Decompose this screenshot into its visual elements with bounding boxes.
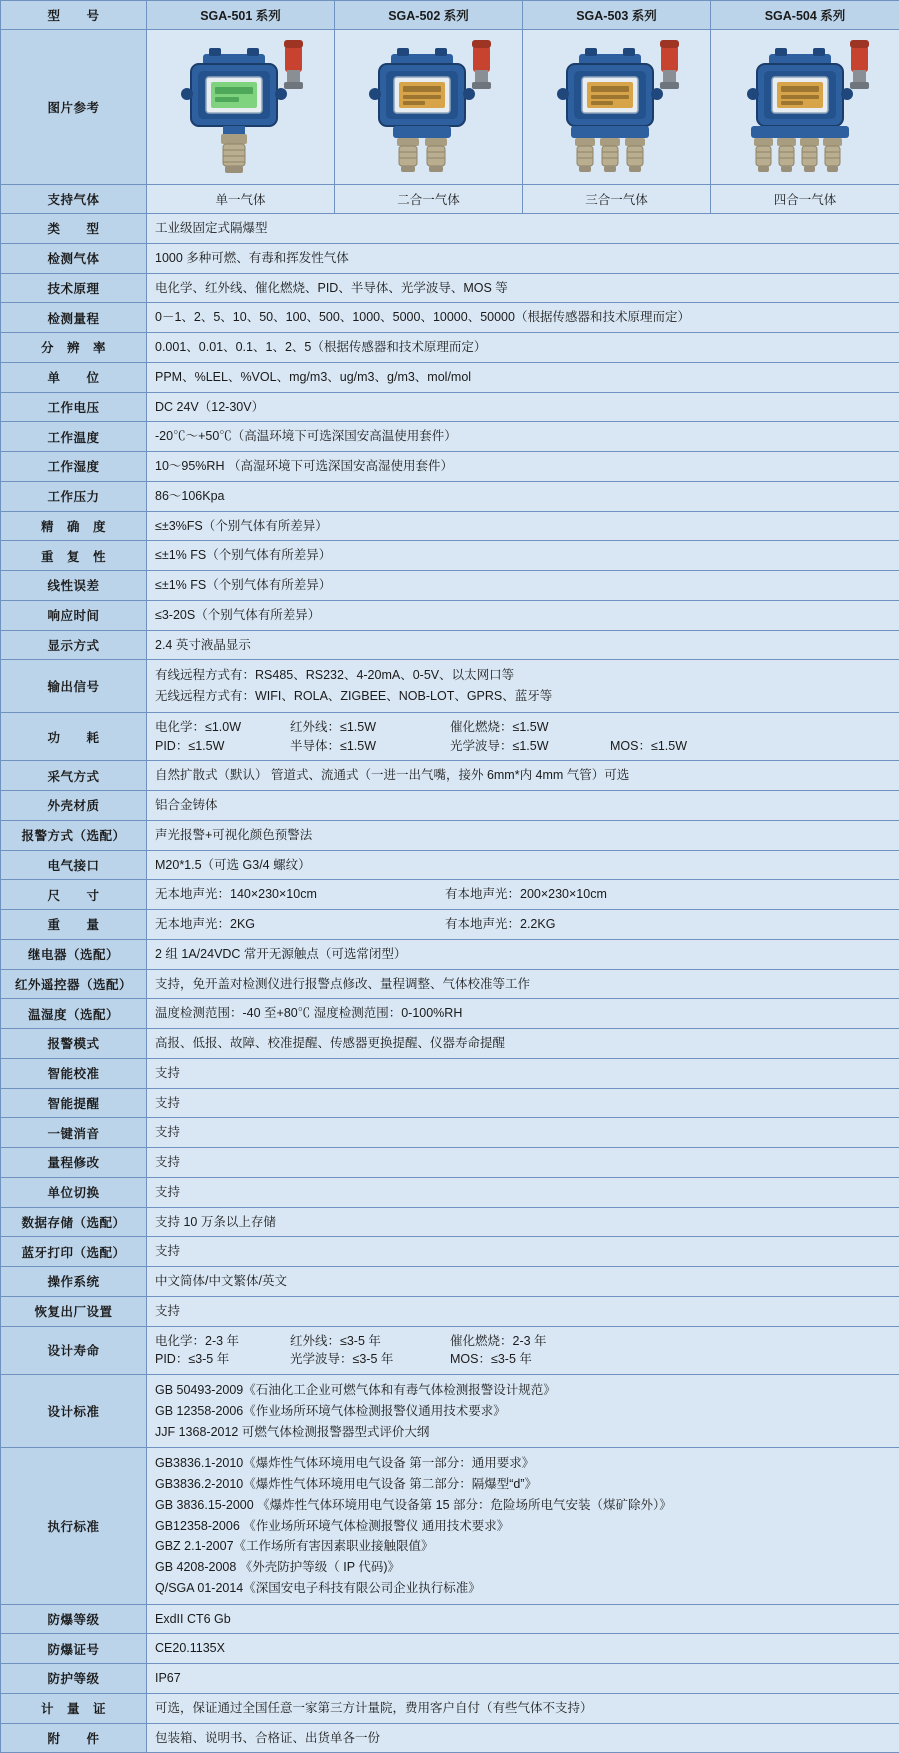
row-value-alarm-mode: 高报、低报、故障、校准提醒、传感器更换提醒、仪器寿命提醒 <box>147 1029 899 1059</box>
execution-standard-item: GB 4208-2008 《外壳防护等级（ IP 代码)》 <box>155 1557 891 1578</box>
table-row-output-signal <box>1 660 899 713</box>
row-value-relay: 2 组 1A/24VDC 常开无源触点（可选常闭型） <box>147 939 899 969</box>
table-row-range-modify <box>1 1148 899 1178</box>
row-label-smart-reminder: 智能提醒 <box>1 1088 147 1118</box>
row-label-range: 检测量程 <box>1 303 147 333</box>
weight-without-alarm: 无本地声光：2KG <box>155 915 445 934</box>
table-row-smart-calibration <box>1 1058 899 1088</box>
life-line-2 <box>155 1350 891 1369</box>
row-label-voltage: 工作电压 <box>1 392 147 422</box>
power-optical-waveguide: 光学波导：≤1.5W <box>450 737 610 756</box>
weight-with-alarm: 有本地声光：2.2KG <box>445 915 555 934</box>
output-signal-wired: 有线远程方式有：RS485、RS232、4-20mA、0-5V、以太网口等 <box>155 665 891 686</box>
row-label-design-standard: 设计标准 <box>1 1375 147 1448</box>
row-value-type: 工业级固定式隔爆型 <box>147 214 899 244</box>
row-label-response-time: 响应时间 <box>1 600 147 630</box>
table-row-accuracy <box>1 511 899 541</box>
table-row-ip-rating <box>1 1664 899 1694</box>
power-semiconductor: 半导体：≤1.5W <box>290 737 450 756</box>
row-label-support-gas: 支持气体 <box>1 185 147 214</box>
row-value-repeatability: ≤±1% FS（个别气体有所差异） <box>147 541 899 571</box>
table-row-unit-switch <box>1 1177 899 1207</box>
execution-standard-item: Q/SGA 01-2014《深国安电子科技有限公司企业执行标准》 <box>155 1578 891 1599</box>
row-value-voltage: DC 24V（12-30V） <box>147 392 899 422</box>
model-col-1: SGA-501 系列 <box>147 1 335 30</box>
row-label-range-modify: 量程修改 <box>1 1148 147 1178</box>
table-row-support-gas <box>1 185 899 214</box>
row-value-resolution: 0.001、0.01、0.1、1、2、5（根据传感器和技术原理而定） <box>147 333 899 363</box>
row-label-principle: 技术原理 <box>1 273 147 303</box>
row-value-weight <box>147 910 899 940</box>
row-label-power: 功 耗 <box>1 712 147 761</box>
execution-standard-item: GB12358-2006 《作业场所环境气体检测报警仪 通用技术要求》 <box>155 1516 891 1537</box>
support-gas-2: 二合一气体 <box>335 185 523 214</box>
row-label-temp-humidity-option: 温湿度（选配） <box>1 999 147 1029</box>
row-label-sampling: 采气方式 <box>1 761 147 791</box>
row-label-smart-calibration: 智能校准 <box>1 1058 147 1088</box>
power-pid: PID：≤1.5W <box>155 737 290 756</box>
size-with-alarm: 有本地声光：200×230×10cm <box>445 885 607 904</box>
row-value-work-humidity: 10～95%RH （高湿环境下可选深国安高湿使用套件） <box>147 452 899 482</box>
table-row-relay <box>1 939 899 969</box>
row-value-temp-humidity-option: 温度检测范围：-40 至+80℃ 湿度检测范围：0-100%RH <box>147 999 899 1029</box>
table-row-principle <box>1 273 899 303</box>
design-standard-item: JJF 1368-2012 可燃气体检测报警器型式评价大纲 <box>155 1422 891 1443</box>
row-value-metering-certificate: 可选，保证通过全国任意一家第三方计量院，费用客户自付（有些气体不支持） <box>147 1693 899 1723</box>
row-label-ip-rating: 防护等级 <box>1 1664 147 1694</box>
row-label-display: 显示方式 <box>1 630 147 660</box>
design-standard-item: GB 12358-2006《作业场所环境气体检测报警仪通用技术要求》 <box>155 1401 891 1422</box>
row-value-accessory: 包装箱、说明书、合格证、出货单各一份 <box>147 1723 899 1753</box>
row-value-shell-material: 铝合金铸体 <box>147 791 899 821</box>
row-value-unit-switch: 支持 <box>147 1177 899 1207</box>
row-label-factory-reset: 恢复出厂设置 <box>1 1296 147 1326</box>
execution-standard-item: GBZ 2.1-2007《工作场所有害因素职业接触限值》 <box>155 1536 891 1557</box>
row-label-shell-material: 外壳材质 <box>1 791 147 821</box>
row-label-detect-gas: 检测气体 <box>1 243 147 273</box>
row-label-size: 尺 寸 <box>1 880 147 910</box>
row-label-image: 图片参考 <box>1 30 147 185</box>
support-gas-4: 四合一气体 <box>711 185 899 214</box>
power-line-2 <box>155 737 891 756</box>
execution-standard-item: GB 3836.15-2000 《爆炸性气体环境用电气设备第 15 部分：危险场所电气安装（煤矿除外）》 <box>155 1495 891 1516</box>
row-label-unit-switch: 单位切换 <box>1 1177 147 1207</box>
life-catalytic: 催化燃烧：2-3 年 <box>450 1332 610 1351</box>
model-col-4: SGA-504 系列 <box>711 1 899 30</box>
row-label-accuracy: 精 确 度 <box>1 511 147 541</box>
table-row-display <box>1 630 899 660</box>
row-label-metering-certificate: 计 量 证 <box>1 1693 147 1723</box>
row-value-response-time: ≤3-20S（个别气体有所差异） <box>147 600 899 630</box>
product-image-1 <box>147 30 335 185</box>
table-row-repeatability <box>1 541 899 571</box>
table-row-shell-material <box>1 791 899 821</box>
table-row-ex-certificate <box>1 1634 899 1664</box>
row-label-model: 型 号 <box>1 1 147 30</box>
row-value-electrical-port: M20*1.5（可选 G3/4 螺纹） <box>147 850 899 880</box>
table-row-one-key-mute <box>1 1118 899 1148</box>
life-optical-waveguide: 光学波导：≤3-5 年 <box>290 1350 450 1369</box>
life-mos: MOS：≤3-5 年 <box>450 1350 610 1369</box>
row-label-type: 类 型 <box>1 214 147 244</box>
row-value-display: 2.4 英寸液晶显示 <box>147 630 899 660</box>
row-label-ex-grade: 防爆等级 <box>1 1604 147 1634</box>
row-value-accuracy: ≤±3%FS（个别气体有所差异） <box>147 511 899 541</box>
gas-detector-4-sensor-icon <box>713 34 897 180</box>
product-image-2 <box>335 30 523 185</box>
table-row-data-storage <box>1 1207 899 1237</box>
row-value-design-standard <box>147 1375 899 1448</box>
row-label-repeatability: 重 复 性 <box>1 541 147 571</box>
row-label-work-humidity: 工作湿度 <box>1 452 147 482</box>
life-pid: PID：≤3-5 年 <box>155 1350 290 1369</box>
row-value-work-temp: -20℃～+50℃（高温环境下可选深国安高温使用套件） <box>147 422 899 452</box>
row-value-ip-rating: IP67 <box>147 1664 899 1694</box>
table-row-power <box>1 712 899 761</box>
model-col-2: SGA-502 系列 <box>335 1 523 30</box>
row-value-ex-certificate: CE20.1135X <box>147 1634 899 1664</box>
life-line-1 <box>155 1332 891 1351</box>
row-value-range-modify: 支持 <box>147 1148 899 1178</box>
row-label-operating-system: 操作系统 <box>1 1267 147 1297</box>
row-label-linearity: 线性误差 <box>1 571 147 601</box>
design-standard-item: GB 50493-2009《石油化工企业可燃气体和有毒气体检测报警设计规范》 <box>155 1380 891 1401</box>
table-row-electrical-port <box>1 850 899 880</box>
gas-detector-1-sensor-icon <box>151 34 331 180</box>
table-row-factory-reset <box>1 1296 899 1326</box>
table-row-execution-standard <box>1 1448 899 1604</box>
table-row-alarm-mode <box>1 1029 899 1059</box>
table-row-operating-system <box>1 1267 899 1297</box>
row-value-unit: PPM、%LEL、%VOL、mg/m3、ug/m3、g/m3、mol/mol <box>147 362 899 392</box>
row-label-data-storage: 数据存储（选配） <box>1 1207 147 1237</box>
row-label-work-temp: 工作温度 <box>1 422 147 452</box>
gas-detector-2-sensor-icon <box>339 34 519 180</box>
row-label-accessory: 附 件 <box>1 1723 147 1753</box>
table-row-work-temp <box>1 422 899 452</box>
row-label-alarm-way: 报警方式（选配） <box>1 820 147 850</box>
table-row-detect-gas <box>1 243 899 273</box>
row-label-work-pressure: 工作压力 <box>1 481 147 511</box>
table-row-metering-certificate <box>1 1693 899 1723</box>
power-catalytic: 催化燃烧：≤1.5W <box>450 718 610 737</box>
row-value-size <box>147 880 899 910</box>
table-row-unit <box>1 362 899 392</box>
row-value-smart-reminder: 支持 <box>147 1088 899 1118</box>
row-label-unit: 单 位 <box>1 362 147 392</box>
table-row-weight <box>1 910 899 940</box>
row-value-detect-gas: 1000 多种可燃、有毒和挥发性气体 <box>147 243 899 273</box>
row-value-principle: 电化学、红外线、催化燃烧、PID、半导体、光学波导、MOS 等 <box>147 273 899 303</box>
row-value-ex-grade: ExdII CT6 Gb <box>147 1604 899 1634</box>
product-image-3 <box>523 30 711 185</box>
table-row-temp-humidity-option <box>1 999 899 1029</box>
table-row-work-pressure <box>1 481 899 511</box>
row-value-work-pressure: 86～106Kpa <box>147 481 899 511</box>
row-label-output-signal: 输出信号 <box>1 660 147 713</box>
power-infrared: 红外线：≤1.5W <box>290 718 450 737</box>
row-label-one-key-mute: 一键消音 <box>1 1118 147 1148</box>
table-row-response-time <box>1 600 899 630</box>
table-row-size <box>1 880 899 910</box>
row-label-electrical-port: 电气接口 <box>1 850 147 880</box>
table-row-voltage <box>1 392 899 422</box>
row-value-smart-calibration: 支持 <box>147 1058 899 1088</box>
row-label-ex-certificate: 防爆证号 <box>1 1634 147 1664</box>
row-value-factory-reset: 支持 <box>147 1296 899 1326</box>
row-label-resolution: 分 辨 率 <box>1 333 147 363</box>
row-label-alarm-mode: 报警模式 <box>1 1029 147 1059</box>
row-label-relay: 继电器（选配） <box>1 939 147 969</box>
row-value-sampling: 自然扩散式（默认） 管道式、流通式（一进一出气嘴，接外 6mm*内 4mm 气管）可选 <box>147 761 899 791</box>
row-value-alarm-way: 声光报警+可视化颜色预警法 <box>147 820 899 850</box>
size-without-alarm: 无本地声光：140×230×10cm <box>155 885 445 904</box>
table-row-design-standard <box>1 1375 899 1448</box>
table-row-resolution <box>1 333 899 363</box>
table-row-design-life <box>1 1326 899 1375</box>
table-row-model-header <box>1 1 899 30</box>
row-value-design-life <box>147 1326 899 1375</box>
output-signal-wireless: 无线远程方式有：WIFI、ROLA、ZIGBEE、NOB-LOT、GPRS、蓝牙等 <box>155 686 891 707</box>
row-value-power <box>147 712 899 761</box>
table-row-work-humidity <box>1 452 899 482</box>
table-row-ex-grade <box>1 1604 899 1634</box>
execution-standard-item: GB3836.1-2010《爆炸性气体环境用电气设备 第一部分：通用要求》 <box>155 1453 891 1474</box>
row-value-one-key-mute: 支持 <box>147 1118 899 1148</box>
row-value-operating-system: 中文简体/中文繁体/英文 <box>147 1267 899 1297</box>
table-row-smart-reminder <box>1 1088 899 1118</box>
row-label-execution-standard: 执行标准 <box>1 1448 147 1604</box>
row-value-range: 0－1、2、5、10、50、100、500、1000、5000、10000、50000（根据传感器和技术原理而定） <box>147 303 899 333</box>
table-row-linearity <box>1 571 899 601</box>
table-row-type <box>1 214 899 244</box>
table-row-image <box>1 30 899 185</box>
support-gas-3: 三合一气体 <box>523 185 711 214</box>
power-electrochemical: 电化学：≤1.0W <box>155 718 290 737</box>
execution-standard-item: GB3836.2-2010《爆炸性气体环境用电气设备 第二部分：隔爆型“d”》 <box>155 1474 891 1495</box>
row-value-ir-remote: 支持，免开盖对检测仪进行报警点修改、量程调整、气体校准等工作 <box>147 969 899 999</box>
model-col-3: SGA-503 系列 <box>523 1 711 30</box>
table-row-sampling <box>1 761 899 791</box>
life-infrared: 红外线：≤3-5 年 <box>290 1332 450 1351</box>
life-electrochemical: 电化学：2-3 年 <box>155 1332 290 1351</box>
table-row-accessory <box>1 1723 899 1753</box>
support-gas-1: 单一气体 <box>147 185 335 214</box>
row-value-data-storage: 支持 10 万条以上存储 <box>147 1207 899 1237</box>
row-label-ir-remote: 红外遥控器（选配） <box>1 969 147 999</box>
row-value-linearity: ≤±1% FS（个别气体有所差异） <box>147 571 899 601</box>
table-row-bluetooth-print <box>1 1237 899 1267</box>
row-value-execution-standard <box>147 1448 899 1604</box>
product-image-4 <box>711 30 899 185</box>
row-value-bluetooth-print: 支持 <box>147 1237 899 1267</box>
power-line-1 <box>155 718 891 737</box>
power-mos: MOS：≤1.5W <box>610 737 770 756</box>
table-row-ir-remote <box>1 969 899 999</box>
table-row-range <box>1 303 899 333</box>
row-label-weight: 重 量 <box>1 910 147 940</box>
gas-detector-3-sensor-icon <box>527 34 707 180</box>
table-row-alarm-way <box>1 820 899 850</box>
row-label-bluetooth-print: 蓝牙打印（选配） <box>1 1237 147 1267</box>
row-value-output-signal <box>147 660 899 713</box>
row-label-design-life: 设计寿命 <box>1 1326 147 1375</box>
